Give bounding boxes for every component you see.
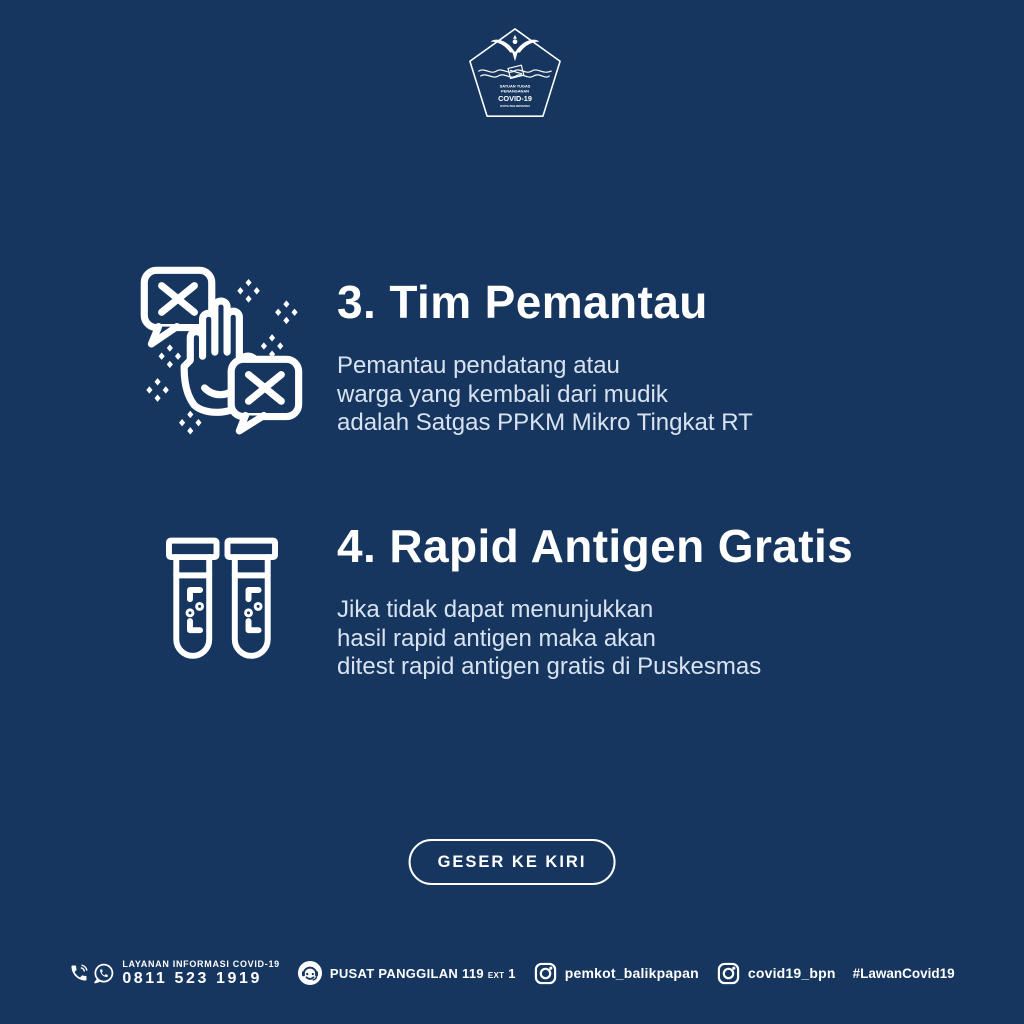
instagram-handle-covid: covid19_bpn (747, 965, 836, 981)
section-body-line: Pemantau pendatang atau (337, 352, 620, 379)
logo-text-line3: COVID-19 (498, 93, 532, 103)
logo-text-line2: PENANGANAN (501, 88, 529, 94)
whatsapp-icon (92, 962, 115, 985)
chat-bubble-x-bottom (231, 359, 298, 431)
call-center-text: PUSAT PANGGILAN 119 EXT 1 (329, 965, 516, 981)
instagram-handle-pemkot: pemkot_balikpapan (564, 965, 699, 981)
instagram-pemkot-group (533, 961, 699, 986)
section-heading: 4. Rapid Antigen Gratis (337, 520, 854, 572)
hotline-group (69, 960, 280, 987)
geser-ke-kiri-button[interactable]: GESER KE KIRI (409, 839, 616, 885)
hotline-number: 0811 523 1919 (122, 969, 263, 987)
section-heading: 3. Tim Pemantau (337, 276, 708, 328)
section-rapid-antigen (337, 521, 853, 682)
logo-text-line1: SATUAN TUGAS (499, 83, 531, 89)
test-tube-right (227, 541, 275, 656)
instagram-covid-group (716, 961, 836, 986)
section-body (337, 596, 853, 682)
call-center-119-icon (297, 960, 323, 986)
stop-hand-chat-icon (131, 254, 315, 438)
section-body-line: ditest rapid antigen gratis di Puskesmas (337, 653, 762, 680)
hashtag-lawan-covid: #LawanCovid19 (852, 965, 955, 981)
instagram-icon (716, 961, 741, 986)
section-body-line: Jika tidak dapat menunjukkan (337, 596, 654, 623)
section-tim-pemantau (337, 277, 753, 438)
section-body-line: adalah Satgas PPKM Mikro Tingkat RT (337, 409, 753, 436)
garuda-bird-icon (491, 35, 540, 61)
call-center-ext-label: EXT (487, 970, 505, 980)
logo-text-line4: KOTA BALIKPAPAN (500, 103, 530, 108)
test-tube-left (169, 541, 217, 656)
section-body (337, 352, 753, 438)
section-body-line: warga yang kembali dari mudik (337, 380, 668, 408)
pentagon-emblem-icon (466, 26, 564, 124)
wave-lines (479, 65, 552, 78)
instagram-icon (533, 961, 558, 986)
call-center-ext-number: 1 (508, 965, 516, 981)
footer-contact-bar (0, 948, 1024, 998)
test-tubes-icon (158, 532, 286, 690)
section-body-line: hasil rapid antigen maka akan (337, 624, 656, 652)
hotline-label: LAYANAN INFORMASI COVID-19 (122, 958, 280, 969)
satgas-covid19-logo (466, 26, 564, 124)
phone-icon (69, 963, 89, 983)
call-center-group (297, 960, 516, 986)
